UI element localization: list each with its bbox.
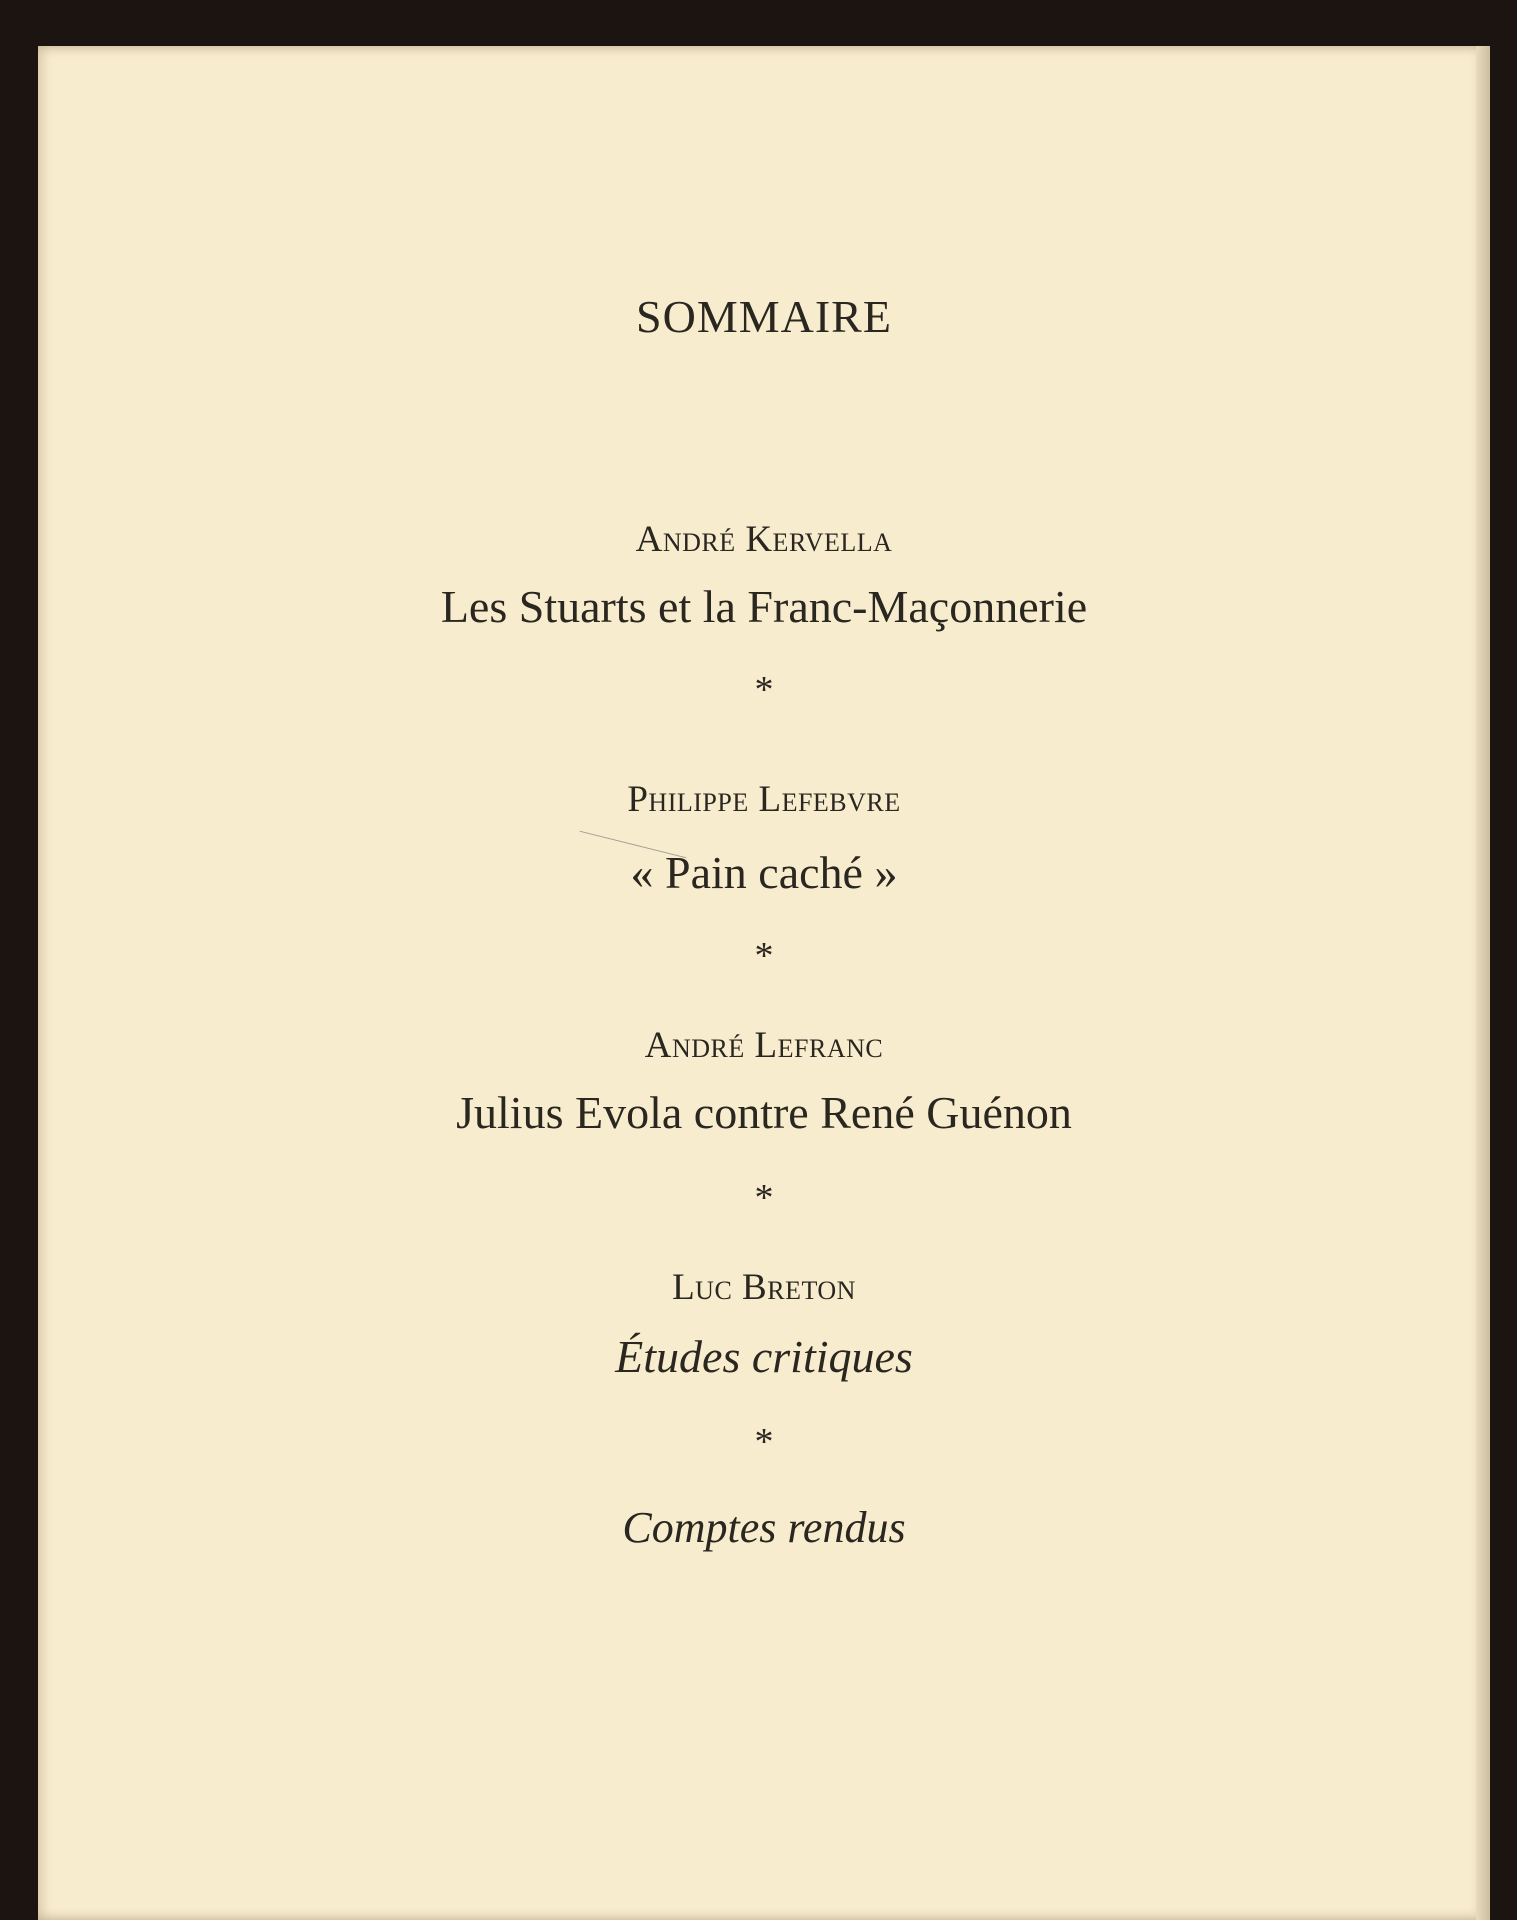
entry-article-2: « Pain caché » [630, 847, 898, 898]
entry-author-1: André Kervella [635, 519, 893, 560]
entry-author-2: Philippe Lefebvre [627, 779, 901, 820]
separator-3: * [754, 1177, 774, 1219]
entry-article-4: Études critiques [615, 1331, 913, 1382]
document-page [38, 46, 1490, 1920]
entry-author-3: André Lefranc [644, 1025, 884, 1066]
closing-section: Comptes rendus [622, 1503, 906, 1552]
separator-1: * [754, 669, 774, 711]
separator-2: * [754, 935, 774, 977]
entry-article-3: Julius Evola contre René Guénon [456, 1087, 1072, 1138]
entry-article-1: Les Stuarts et la Franc-Maçonnerie [440, 581, 1088, 632]
entry-author-4: Luc Breton [672, 1267, 856, 1308]
separator-4: * [754, 1421, 774, 1463]
toc-title: SOMMAIRE [636, 291, 892, 342]
